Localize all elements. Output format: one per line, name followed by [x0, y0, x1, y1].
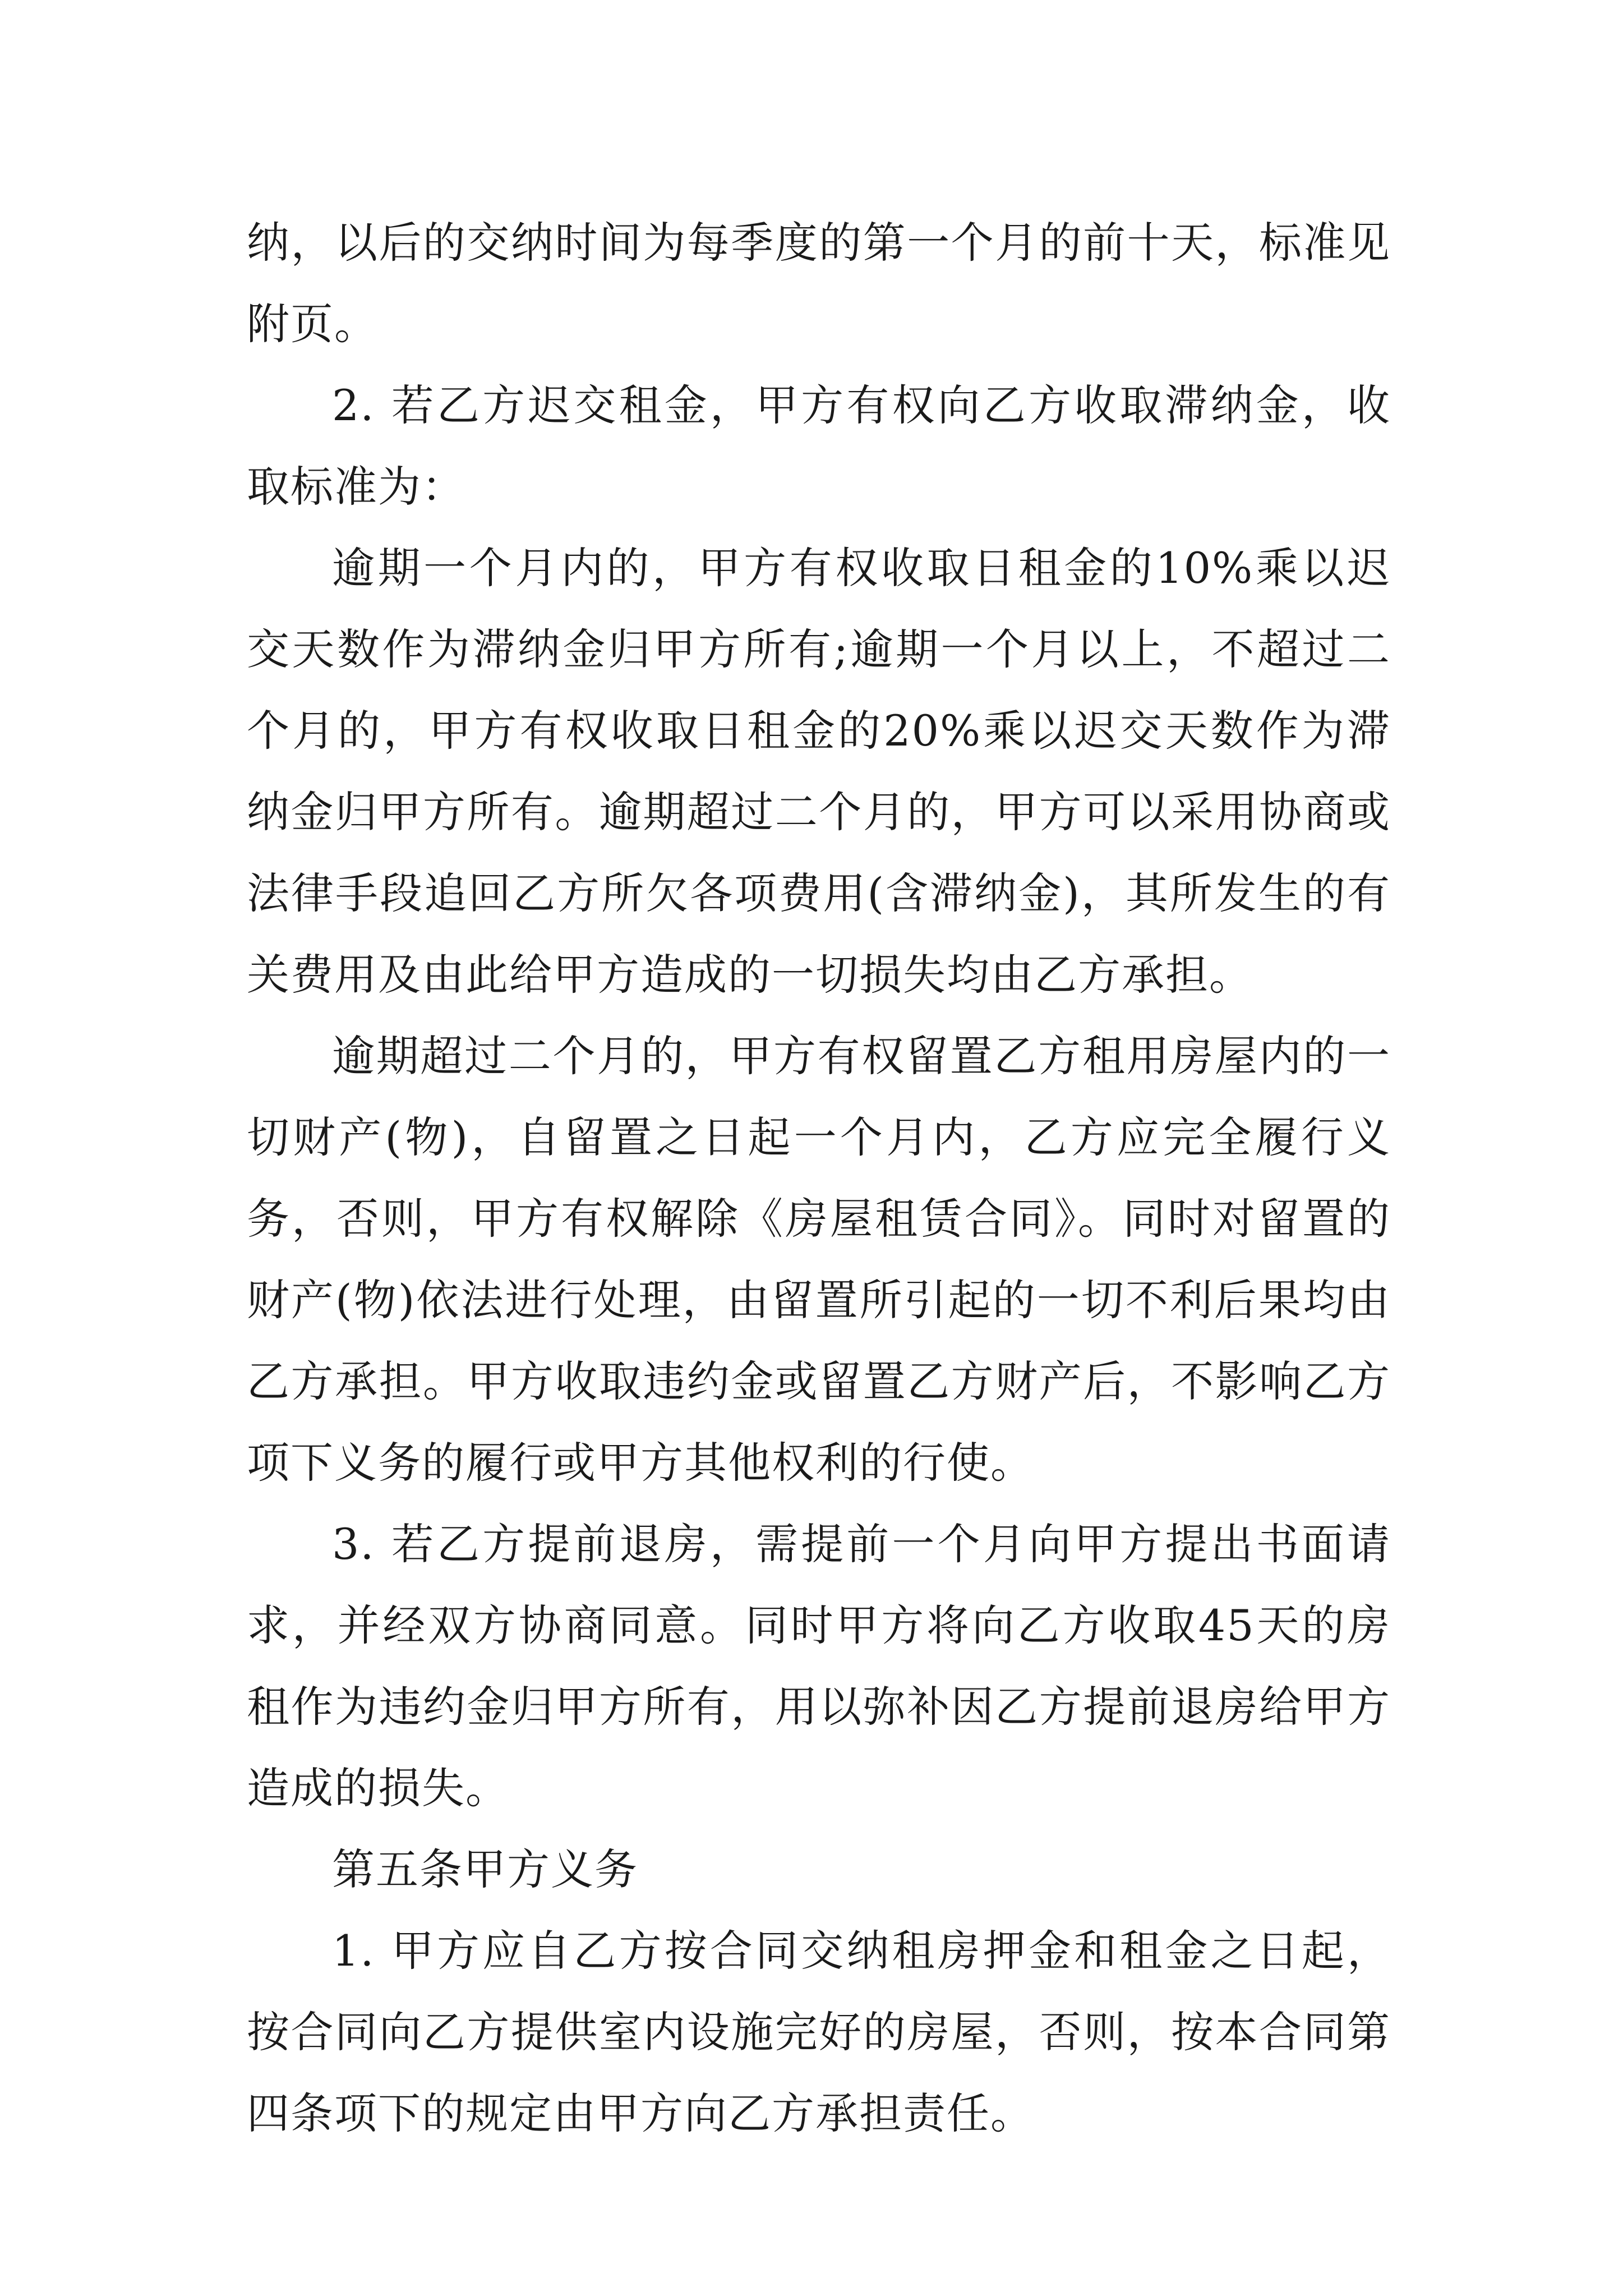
- document-body: [247, 202, 1391, 2154]
- paragraph-lien-clause: 逾期超过二个月的，甲方有权留置乙方租用房屋内的一切财产(物)，自留置之日起一个月内，乙方应完全履行义务，否则，甲方有权解除《房屋租赁合同》。同时对留置的财产(物)依法进行处理，由留置所引起的一切不利后果均由乙方承担。甲方收取违约金或留置乙方财产后，不影响乙方项下义务的履行或甲方其他权利的行使。: [247, 1031, 1391, 1488]
- paragraph-late-fee-standard: 逾期一个月内的，甲方有权收取日租金的10%乘以迟交天数作为滞纳金归甲方所有;逾期一个月以上，不超过二个月的，甲方有权收取日租金的20%乘以迟交天数作为滞纳金归甲方所有。逾期超过二个月的，甲方可以采用协商或法律手段追回乙方所欠各项费用(含滞纳金)，其所发生的有关费用及由此给甲方造成的一切损失均由乙方承担。: [247, 543, 1391, 1000]
- paragraph-late-fee-clause: 2. 若乙方迟交租金，甲方有权向乙方收取滞纳金，收取标准为：: [247, 380, 1391, 512]
- paragraph-early-termination: 3. 若乙方提前退房，需提前一个月向甲方提出书面请求，并经双方协商同意。同时甲方将向乙方收取45天的房租作为违约金归甲方所有，用以弥补因乙方提前退房给甲方造成的损失。: [247, 1519, 1391, 1813]
- paragraph-landlord-obligation: 1. 甲方应自乙方按合同交纳租房押金和租金之日起，按合同向乙方提供室内设施完好的房屋，否则，按本合同第四条项下的规定由甲方向乙方承担责任。: [247, 1926, 1391, 2138]
- paragraph-payment-schedule: 纳，以后的交纳时间为每季度的第一个月的前十天，标准见附页。: [247, 218, 1391, 349]
- section-heading-article-five: 第五条甲方义务: [332, 1844, 638, 1894]
